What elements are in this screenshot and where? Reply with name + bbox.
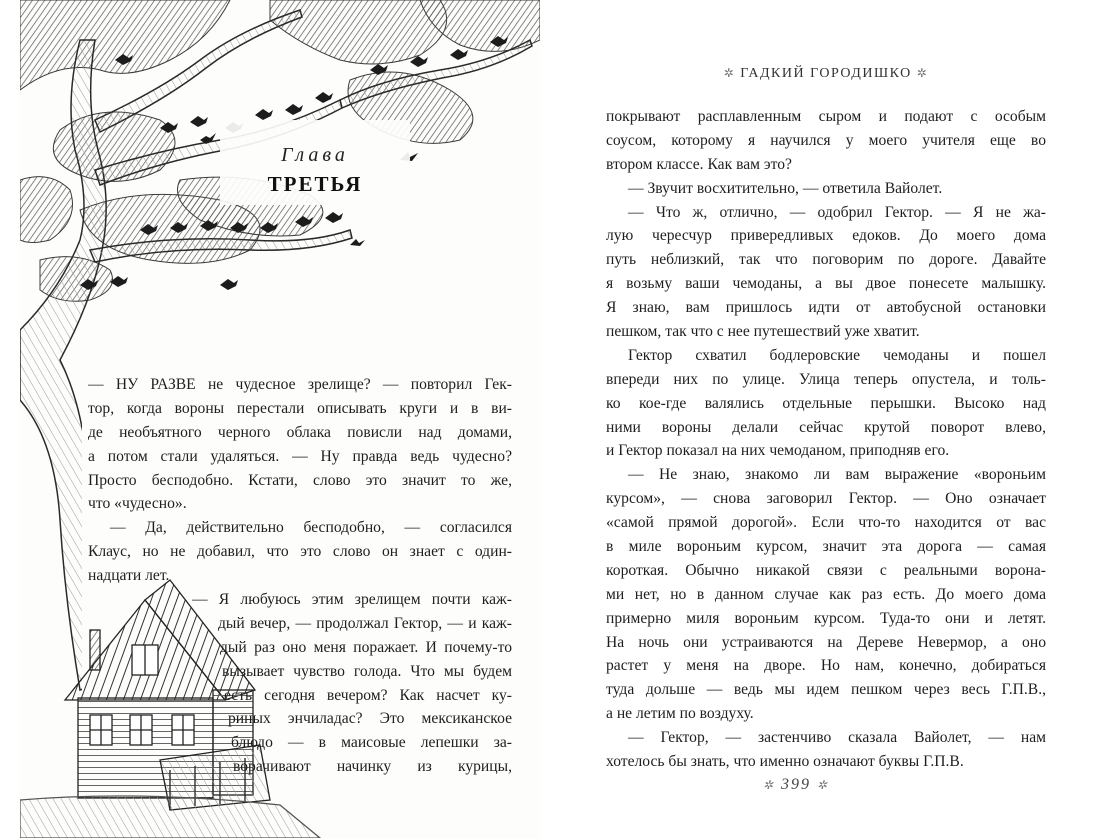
chapter-label: Глава bbox=[281, 144, 349, 166]
chapter-heading bbox=[256, 143, 374, 197]
text-line: дый вечер, — продолжал Гектор, — и каж- bbox=[218, 614, 512, 632]
text-line: — Что ж, отлично, — одобрил Гектор. — Я не жа- bbox=[628, 203, 1046, 221]
left-page bbox=[20, 0, 540, 838]
text-line: Гектор схватил бодлеровские чемоданы и пошел bbox=[628, 346, 1046, 364]
text-line: ко кое-где валялись отдельные перышки. Высоко над bbox=[606, 394, 1046, 412]
text-line: есть сегодня вечером? Как насчет ку- bbox=[224, 686, 512, 704]
page-number bbox=[726, 776, 866, 794]
text-line: короткая. Обычно никакой связи с реальными ворона- bbox=[606, 561, 1046, 579]
text-line: ними вороны делали сейчас крутой поворот влево, bbox=[606, 418, 1046, 436]
text-line: хотелось бы знать, что именно означают буквы Г.П.В. bbox=[606, 753, 964, 771]
text-line: вызывает чувство голода. Что мы будем bbox=[222, 662, 512, 680]
text-line: На ночь они устраиваются на Дереве Невермор, а оно bbox=[606, 633, 1046, 651]
text-line: что «чудесно». bbox=[88, 495, 187, 513]
text-line: а потом стали удаляться. — Ну правда ведь чудесно? bbox=[88, 447, 512, 465]
text-line: — Да, действительно бесподобно, — согласился bbox=[110, 519, 512, 537]
text-line: блюдо — в маисовые лепешки за- bbox=[231, 734, 512, 752]
text-line: пешком, так что с нее путешествий уже хватит. bbox=[606, 323, 920, 341]
text-line: — Я любуюсь этим зрелищем почти каж- bbox=[192, 591, 512, 609]
ornament-icon: ✲ bbox=[762, 778, 775, 792]
ornament-icon: ✲ bbox=[723, 66, 736, 80]
text-line: путь неблизкий, так что поговорим по дороге. Давайте bbox=[606, 251, 1046, 269]
text-line: риных энчиладас? Это мексиканское bbox=[228, 710, 512, 728]
text-line: втором классе. Как вам это? bbox=[606, 155, 792, 173]
text-line: курсом», — снова заговорил Гектор. — Оно означает bbox=[606, 490, 1046, 508]
left-body-text bbox=[88, 373, 512, 779]
text-line: — Звучит восхитительно, — ответила Вайолет. bbox=[628, 179, 943, 197]
text-line: «самой прямой дорогой». Если что-то находится от вас bbox=[606, 514, 1046, 532]
right-body-text bbox=[606, 105, 1046, 774]
running-head-title: ГАДКИЙ ГОРОДИШКО bbox=[740, 66, 912, 81]
text-line: соусом, которому я научился у моего учителя еще во bbox=[606, 131, 1046, 149]
text-line: тор, когда вороны перестали описывать круги и в ви- bbox=[88, 399, 512, 417]
text-line: и Гектор показал на них чемоданом, приподняв его. bbox=[606, 442, 950, 460]
chapter-number: ТРЕТЬЯ bbox=[267, 172, 363, 196]
text-line: примерно миля вороньим курсом. Туда-то они и летят. bbox=[606, 609, 1046, 627]
text-line: Клаус, но не добавил, что это слово он знает с один- bbox=[88, 543, 512, 561]
text-line: Просто бесподобно. Кстати, слово это значит то же, bbox=[88, 471, 512, 489]
text-line: впереди них по улице. Улица теперь опустела, и толь- bbox=[606, 370, 1046, 388]
text-line: растет у меня на дворе. Но нам, конечно, добираться bbox=[606, 657, 1046, 675]
running-head bbox=[666, 66, 986, 82]
text-line: а не летим по воздуху. bbox=[606, 705, 754, 723]
ornament-icon: ✲ bbox=[817, 778, 830, 792]
right-page bbox=[546, 0, 1100, 838]
text-line: покрывают расплавленным сыром и подают с особым bbox=[606, 108, 1046, 125]
text-line: туда дольше — ведь мы идем пешком через весь Г.П.В., bbox=[606, 681, 1046, 699]
text-line: — Не знаю, знакомо ли вам выражение «вороньим bbox=[628, 466, 1046, 484]
text-line: — Гектор, — застенчиво сказала Вайолет, — нам bbox=[628, 729, 1046, 747]
text-line: в миле вороньим курсом, значит эта дорога — самая bbox=[606, 538, 1046, 556]
ornament-icon: ✲ bbox=[916, 66, 929, 80]
text-line: надцати лет. bbox=[88, 567, 170, 585]
page-number-value: 399 bbox=[781, 776, 811, 793]
text-line: ми нет, но в данном случае как раз есть. До моего дома bbox=[606, 585, 1046, 603]
text-line: лую чересчур привередливых едоков. До моего дома bbox=[606, 227, 1046, 245]
text-line: я возьму ваши чемоданы, а вы двое понесете малышку. bbox=[606, 275, 1046, 293]
text-line: Я знаю, вам пришлось идти от автобусной остановки bbox=[606, 299, 1046, 317]
text-line: — НУ РАЗВЕ не чудесное зрелище? — повторил Гек- bbox=[88, 376, 512, 393]
text-line: дый раз оно меня поражает. И почему-то bbox=[220, 638, 512, 656]
text-line: ворачивают начинку из курицы, bbox=[233, 758, 512, 776]
text-line: де необъятного черного облака повисли над домами, bbox=[88, 423, 512, 441]
